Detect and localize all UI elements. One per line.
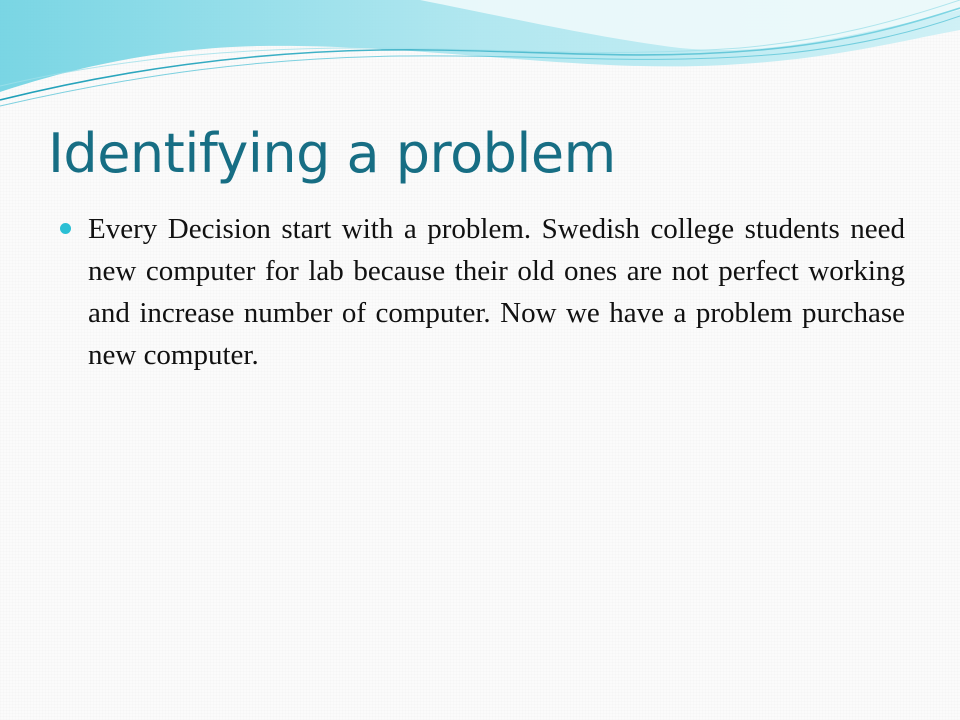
- bullet-text: Every Decision start with a problem. Swedish college students need new computer for lab because their old ones are not perfect working and increase number of computer. Now we have a problem purchase new computer.: [88, 213, 905, 371]
- bullet-list: [60, 208, 905, 376]
- slide-title: Identifying a problem: [48, 122, 616, 185]
- list-item: [60, 208, 905, 376]
- bullet-icon: [60, 223, 71, 234]
- header-wave-decoration: [0, 0, 960, 115]
